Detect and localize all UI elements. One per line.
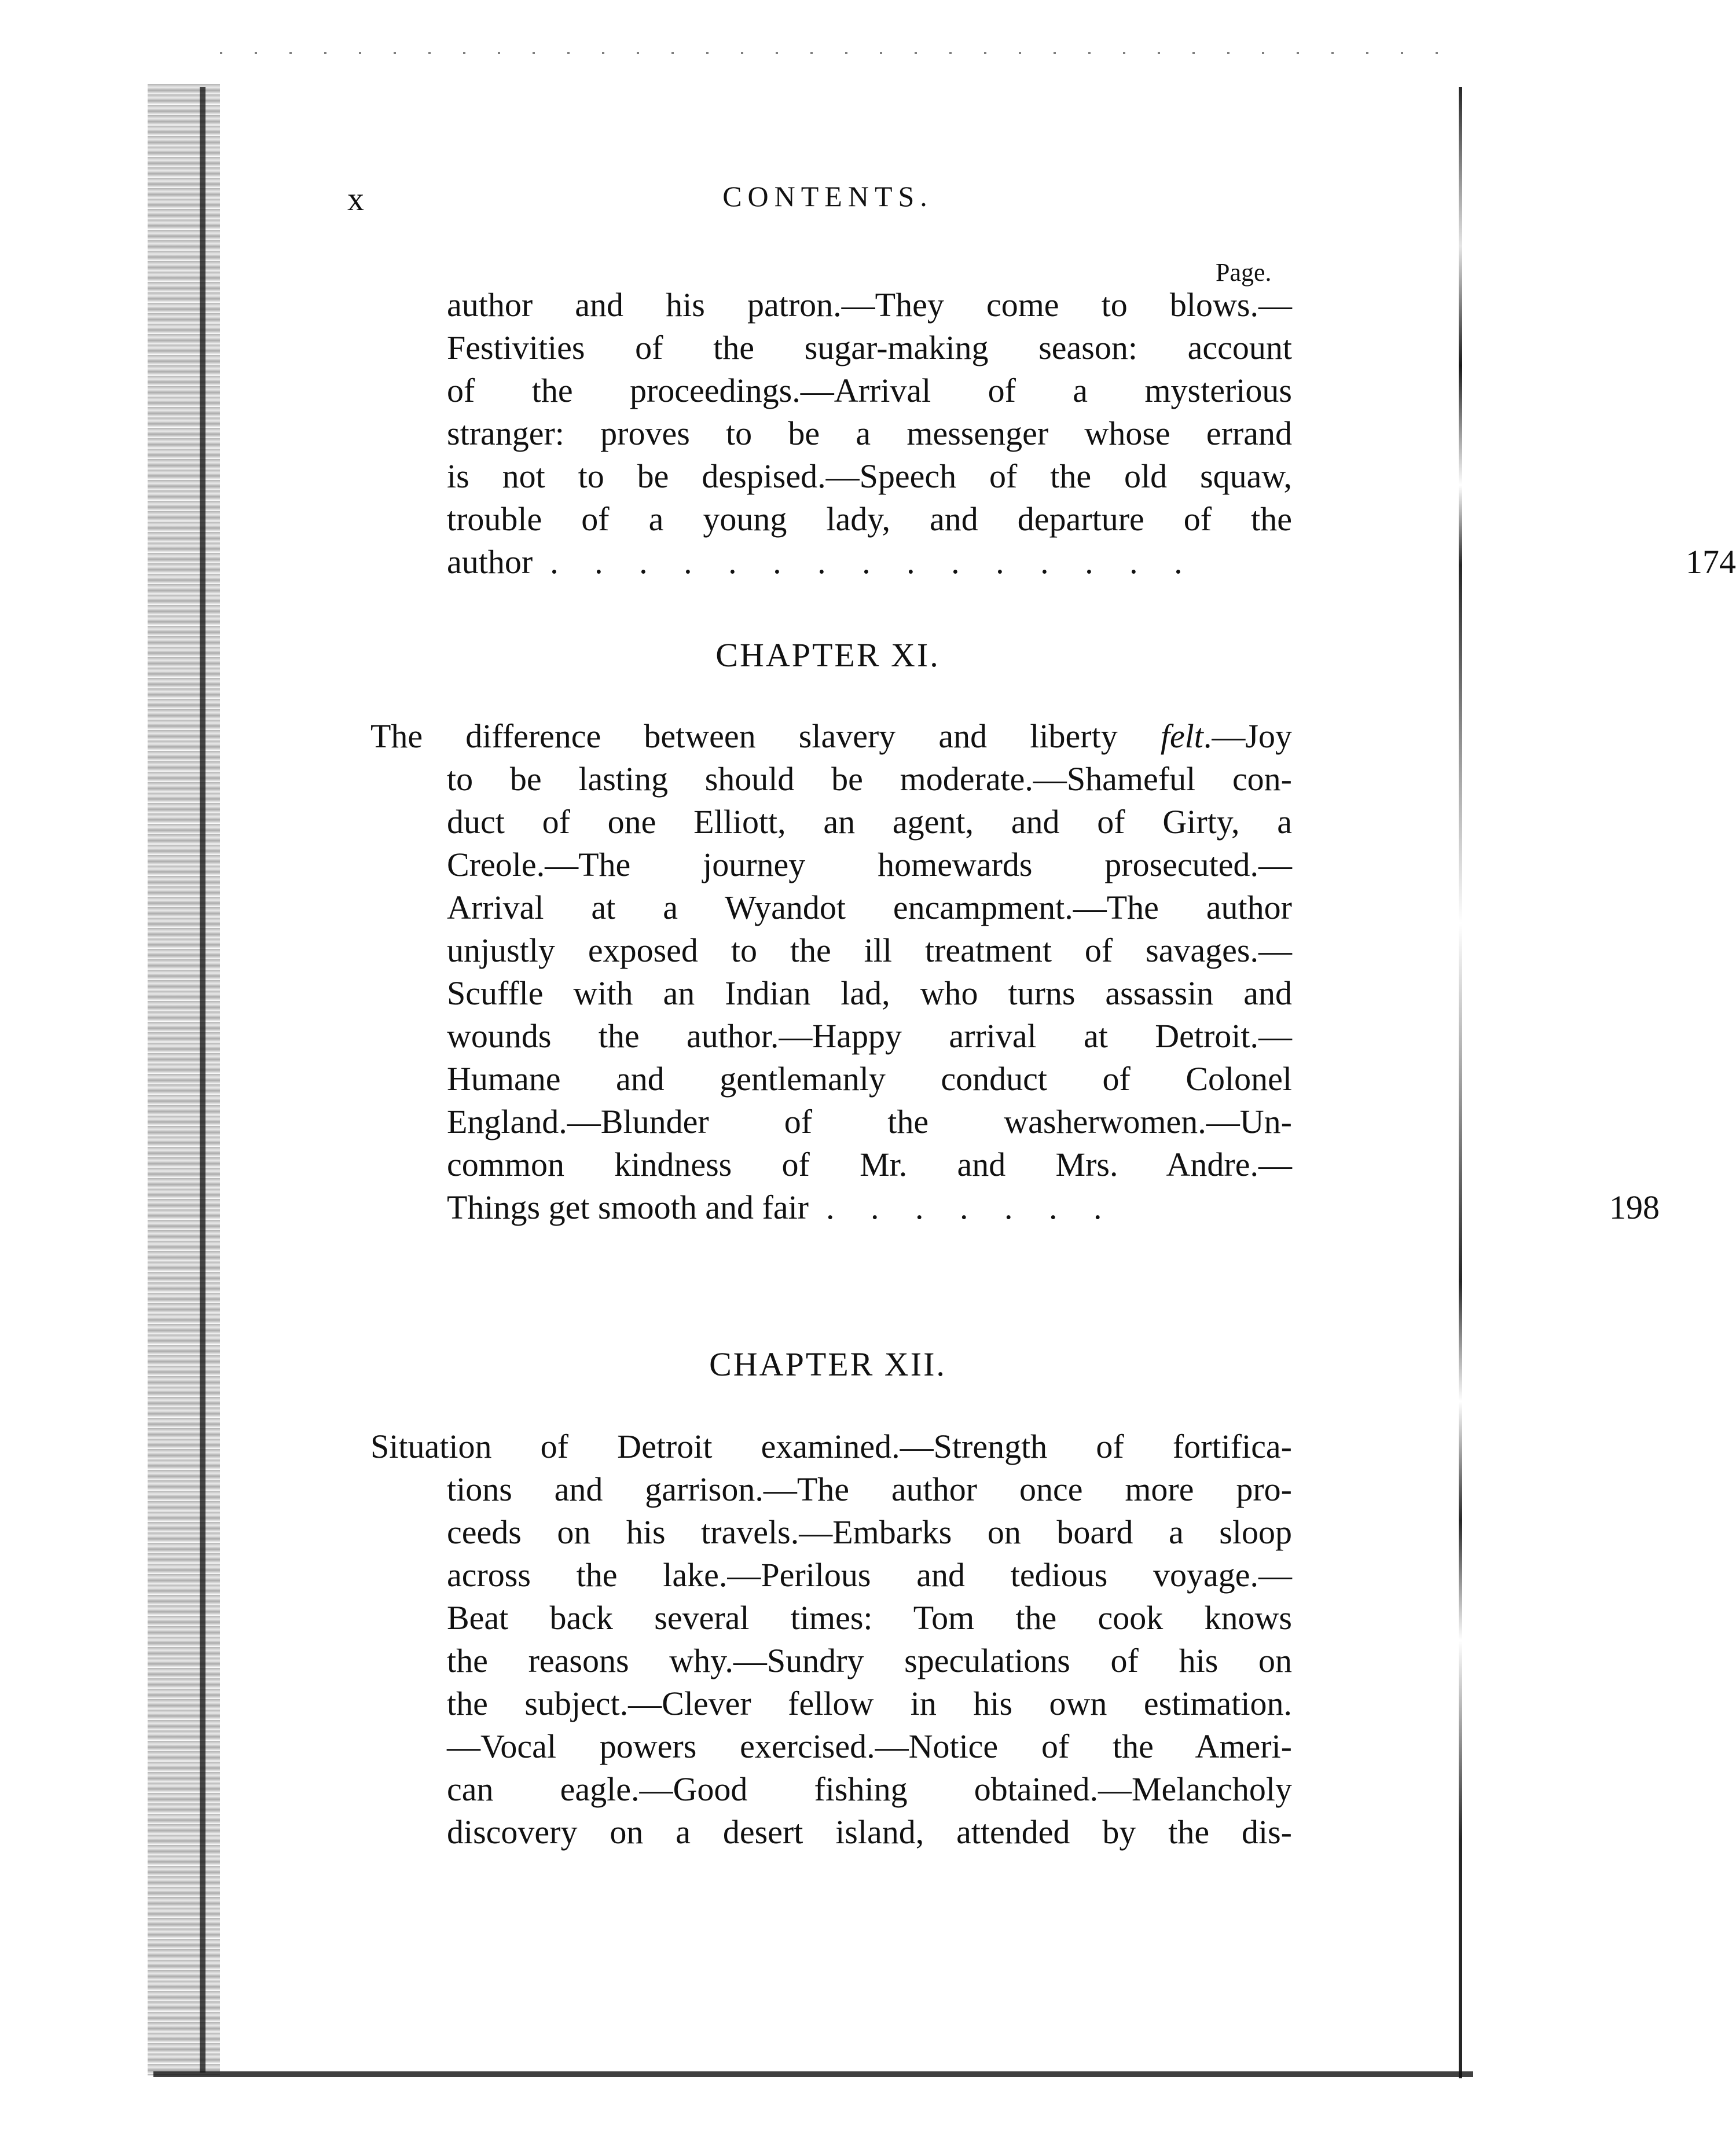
entry-line: across the lake.—Perilous and tedious voyage.— [447,1556,1292,1594]
entry-last-line [447,541,1736,584]
entry-line: wounds the author.—Happy arrival at Detroit.— [447,1017,1292,1055]
scan-edge-bottom [153,2071,1473,2077]
running-head [347,179,1308,226]
chapter-heading: CHAPTER XI. [715,636,940,674]
entry-line: Festivities of the sugar-making season: account [447,329,1292,366]
entry-line: tions and garrison.—The author once more pro- [447,1470,1292,1508]
chapter-heading: CHAPTER XII. [709,1345,946,1383]
entry-line: author [447,543,533,581]
entry-line: Creole.—The journey homewards prosecuted.— [447,846,1292,883]
entry-line: trouble of a young lady, and departure of the [447,500,1292,538]
entry-line: —Vocal powers exercised.—Notice of the Ameri- [447,1727,1292,1765]
entry-line: unjustly exposed to the ill treatment of savages.— [447,931,1292,969]
entry-line: England.—Blunder of the washerwomen.—Un- [447,1103,1292,1140]
entry-line: The difference between slavery and liberty felt.—Joy [370,717,1292,755]
entry-line: Scuffle with an Indian lad, who turns assassin and [447,974,1292,1012]
entry-line: Beat back several times: Tom the cook knows [447,1599,1292,1637]
entry-line: Situation of Detroit examined.—Strength of fortifica- [370,1428,1292,1465]
scan-edge-right [1459,87,1462,2078]
entry-line: duct of one Elliott, an agent, and of Girty, a [447,803,1292,841]
entry-line: Humane and gentlemanly conduct of Colonel [447,1060,1292,1098]
scan-edge-left-rule [200,87,205,2073]
page-reference: 198 [1609,1189,1660,1226]
page-column-label: Page. [1216,258,1272,287]
entry-last-line [447,1186,1660,1229]
entry-line: ceeds on his travels.—Embarks on board a sloop [447,1513,1292,1551]
dot-leader: . . . . . . . . . . . . . . . [550,543,1197,581]
entry-line: can eagle.—Good fishing obtained.—Melancholy [447,1770,1292,1808]
entry-line: author and his patron.—They come to blows.— [447,286,1292,324]
chapter-summary [370,715,1660,1229]
chapter-summary [370,1425,1292,1854]
entry-line: Things get smooth and fair [447,1189,809,1226]
entry-line: the subject.—Clever fellow in his own estimation. [447,1685,1292,1722]
page-reference: 174 [1686,543,1736,581]
continued-chapter-entry [447,284,1736,584]
entry-line: discovery on a desert island, attended by the dis- [447,1813,1292,1851]
entry-line: is not to be despised.—Speech of the old squaw, [447,457,1292,495]
scan-edge-top [220,52,1465,54]
entry-line: of the proceedings.—Arrival of a mysterious [447,372,1292,409]
italic-word: felt [1160,717,1203,755]
entry-line: Arrival at a Wyandot encampment.—The author [447,889,1292,926]
page-number: x [347,180,365,218]
scan-edge-left [148,84,220,2075]
running-title: CONTENTS. [722,180,933,212]
entry-line: common kindness of Mr. and Mrs. Andre.— [447,1146,1292,1183]
entry-line: the reasons why.—Sundry speculations of his on [447,1642,1292,1679]
entry-line: stranger: proves to be a messenger whose errand [447,415,1292,452]
entry-line: to be lasting should be moderate.—Shameful con- [447,760,1292,798]
dot-leader: . . . . . . . [826,1189,1116,1226]
